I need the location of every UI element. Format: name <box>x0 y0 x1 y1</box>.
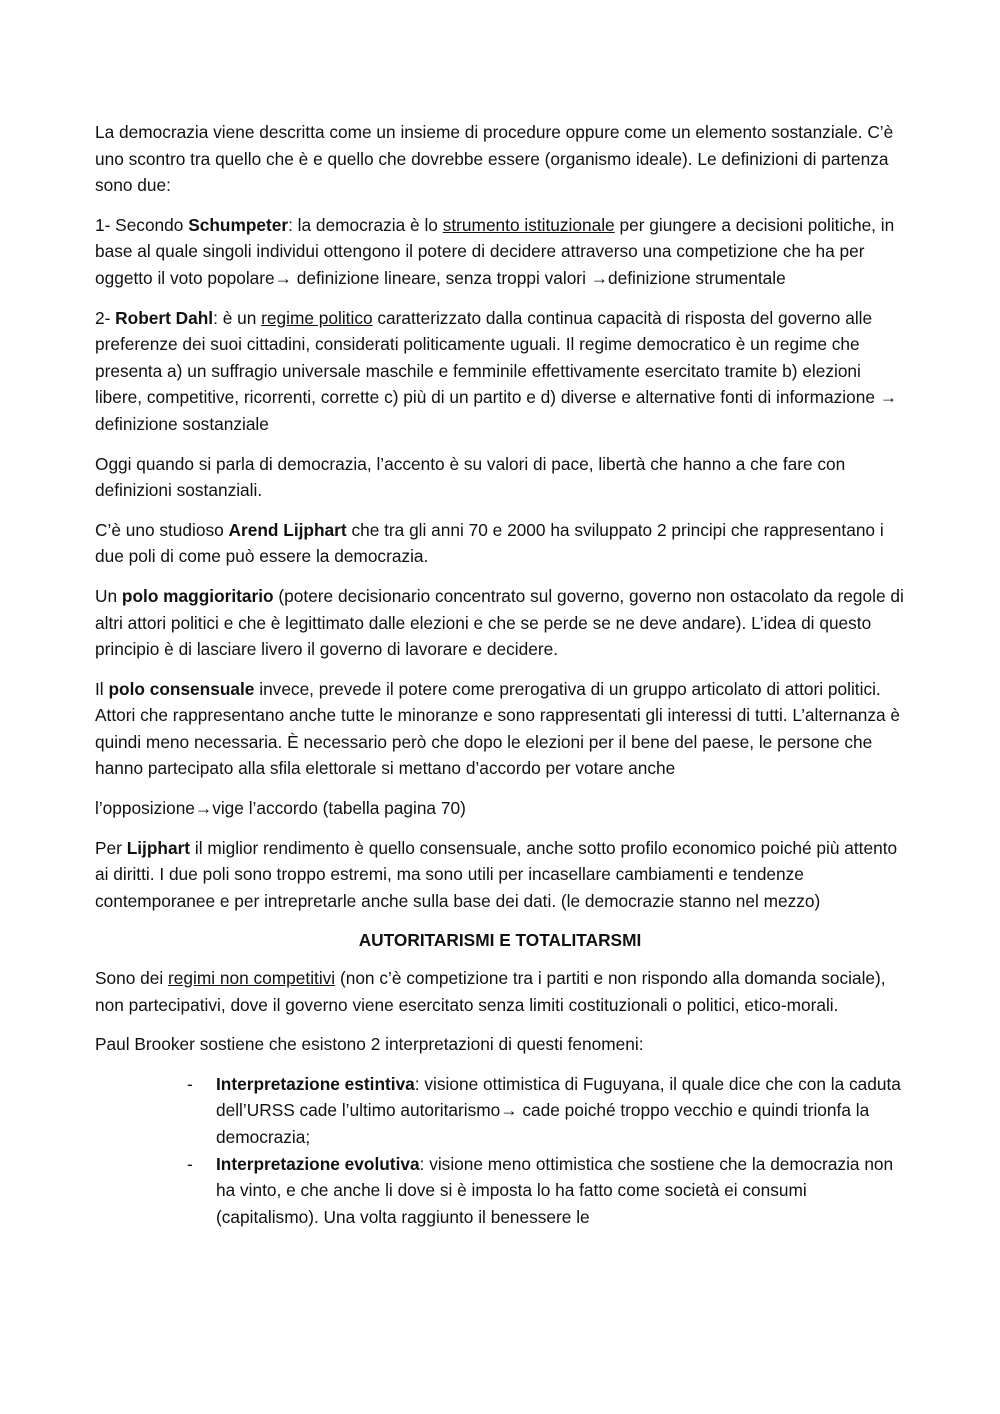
author-name: Schumpeter <box>188 214 289 235</box>
text: : è un <box>213 307 262 328</box>
heading-text: AUTORITARISMI E TOTALITARSMI <box>358 930 642 951</box>
list-item <box>95 1151 905 1231</box>
bold-term: polo maggioritario <box>121 585 274 606</box>
underlined-term: regimi non competitivi <box>168 968 336 989</box>
text: per giungere a decisioni politiche, in base al quale singoli individui ottengono il potere di decidere attraverso una competizione che ha per oggetto il voto popolare <box>95 214 895 288</box>
text: definizione sostanziale <box>95 413 269 434</box>
text: cade poiché troppo vecchio e quindi trionfa la democrazia; <box>216 1100 870 1147</box>
paragraph-brooker: Paul Brooker sostiene che esistono 2 interpretazioni di questi fenomeni: <box>95 1034 644 1055</box>
paragraph-lijphart-performance <box>95 835 905 915</box>
paragraph-opposition <box>95 795 905 822</box>
text: che tra gli anni 70 e 2000 ha sviluppato 2 principi che rappresentano i due poli di come può essere la democrazia. <box>95 519 884 567</box>
author-name: Arend Lijphart <box>228 519 347 540</box>
paragraph-intro: La democrazia viene descritta come un insieme di procedure oppure come un elemento sostanziale. C’è uno scontro tra quello che è e quello che dovrebbe essere (organismo ideale). Le definizioni di partenza sono due: <box>95 122 894 196</box>
interpretations-list <box>95 1071 905 1231</box>
text: Un <box>95 585 122 606</box>
section-heading <box>95 927 905 954</box>
arrow-icon: → <box>274 267 292 288</box>
author-name: Robert Dahl <box>115 307 214 328</box>
list-item <box>95 1071 905 1151</box>
text: vige l’accordo (tabella pagina 70) <box>212 798 466 819</box>
arrow-icon: → <box>500 1100 518 1121</box>
text: Per <box>95 837 127 858</box>
text: Sono dei <box>95 968 169 989</box>
author-name: Lijphart <box>126 837 191 858</box>
text: 1- Secondo <box>95 214 189 235</box>
text: il miglior rendimento è quello consensuale, anche sotto profilo economico poiché più attento ai diritti. I due poli sono troppo estremi, ma sono utili per incasellare cambiamenti e tendenze contemporanee e per intrepretarle anche sulla base dei dati. (le democrazie stanno nel mezzo) <box>95 837 898 911</box>
bold-term: polo consensuale <box>108 678 255 699</box>
text: l’opposizione <box>95 798 195 819</box>
text: 2- <box>95 307 116 328</box>
bold-term: Interpretazione estintiva <box>216 1073 415 1094</box>
paragraph-non-competitive <box>95 965 905 1018</box>
text: definizione strumentale <box>608 267 786 288</box>
text: : la democrazia è lo <box>288 214 443 235</box>
text: (potere decisionario concentrato sul governo, governo non ostacolato da regole di altri attori politici e che è legittimato dalle elezioni e che se perde se ne deve andare). L’idea di questo principio è di lasciare livero il governo di lavorare e decidere. <box>95 585 904 660</box>
paragraph-dahl <box>95 305 905 438</box>
text: : visione ottimistica di Fuguyana, il quale dice che con la caduta dell’URSS cade l’ultimo autoritarismo <box>216 1073 901 1121</box>
text: definizione lineare, senza troppi valori <box>291 267 591 288</box>
paragraph-schumpeter <box>95 212 905 292</box>
list-dash: - <box>187 1073 193 1094</box>
paragraph-lijphart-intro <box>95 517 905 570</box>
arrow-icon: → <box>879 387 898 408</box>
arrow-icon: → <box>194 798 213 819</box>
paragraph-majoritarian <box>95 583 905 663</box>
paragraph-consensual <box>95 676 905 782</box>
text: : visione meno ottimistica che sostiene che la democrazia non ha vinto, e che anche li dove si è imposta lo ha fatto come società ei consumi (capitalismo). Una volta raggiunto il benessere le <box>216 1153 894 1227</box>
list-dash: - <box>187 1153 193 1174</box>
text: invece, prevede il potere come prerogativa di un gruppo articolato di attori politici. Attori che rappresentano anche tutte le minoranze e sono rappresentati gli interessi di tutti. L’alternanza è quindi meno necessaria. È necessario però che dopo le elezioni per il bene del paese, le persone che hanno partecipato alla sfila elettorale si mettano d’accordo per votare anche <box>95 678 901 779</box>
bold-term: Interpretazione evolutiva <box>216 1153 420 1174</box>
underlined-term: strumento istituzionale <box>442 214 615 235</box>
text: (non c’è competizione tra i partiti e non rispondo alla domanda sociale), non partecipativi, dove il governo viene esercitato senza limiti costituzionali o politici, etico-morali. <box>95 968 886 1015</box>
paragraph-today: Oggi quando si parla di democrazia, l’accento è su valori di pace, libertà che hanno a che fare con definizioni sostanziali. <box>95 453 846 501</box>
arrow-icon: → <box>590 267 608 288</box>
underlined-term: regime politico <box>261 307 373 328</box>
text: Il <box>95 678 109 699</box>
text: C’è uno studioso <box>95 519 229 540</box>
text: caratterizzato dalla continua capacità di risposta del governo alle preferenze dei suoi cittadini, considerati politicamente uguali. Il regime democratico è un regime che presenta a) un suffragio universale maschile e femminile effettivamente esercitato tramite b) elezioni libere, competitive, ricorrenti, corrette c) più di un partito e d) diverse e alternative fonti di informazione <box>95 307 880 408</box>
